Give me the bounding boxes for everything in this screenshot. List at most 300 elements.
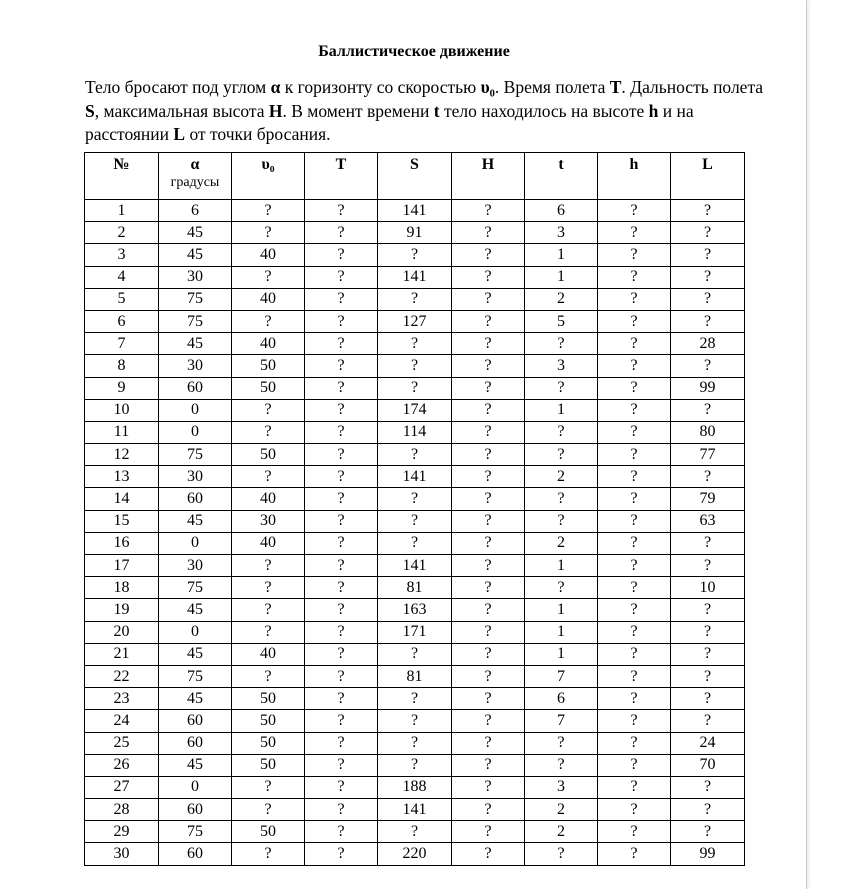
cell-h: ? [598,488,671,510]
intro-text: . В момент времени [282,100,434,121]
header-H: H [452,153,525,200]
cell-h: ? [598,200,671,222]
cell-v0: 50 [232,821,305,843]
cell-alpha: 60 [159,710,232,732]
cell-number: 21 [85,643,159,665]
cell-h: ? [598,444,671,466]
cell-L: ? [671,776,745,798]
table-row [85,421,745,443]
cell-T: ? [305,355,378,377]
cell-H: ? [452,222,525,244]
cell-H: ? [452,843,525,865]
cell-h: ? [598,266,671,288]
cell-v0: 40 [232,288,305,310]
cell-t: 2 [525,466,598,488]
cell-S: ? [378,244,452,266]
header-S: S [378,153,452,200]
cell-L: ? [671,532,745,554]
cell-v0: ? [232,222,305,244]
cell-alpha: 0 [159,532,232,554]
cell-L: ? [671,710,745,732]
cell-H: ? [452,555,525,577]
cell-v0: 40 [232,532,305,554]
intro-text: тело находилось на высоте [439,100,649,121]
cell-H: ? [452,288,525,310]
cell-S: 141 [378,266,452,288]
cell-number: 12 [85,444,159,466]
cell-h: ? [598,577,671,599]
cell-h: ? [598,532,671,554]
cell-alpha: 75 [159,310,232,332]
cell-T: ? [305,310,378,332]
cell-number: 28 [85,799,159,821]
cell-h: ? [598,621,671,643]
cell-L: ? [671,643,745,665]
cell-L: 28 [671,333,745,355]
cell-alpha: 45 [159,333,232,355]
cell-S: ? [378,288,452,310]
cell-alpha: 45 [159,643,232,665]
cell-T: ? [305,399,378,421]
cell-S: ? [378,510,452,532]
cell-H: ? [452,377,525,399]
cell-t: ? [525,843,598,865]
cell-h: ? [598,732,671,754]
cell-T: ? [305,288,378,310]
cell-H: ? [452,266,525,288]
cell-H: ? [452,599,525,621]
cell-alpha: 45 [159,244,232,266]
intro-text: от точки бросания. [185,124,331,144]
table-row [85,333,745,355]
T-symbol: T [609,77,622,97]
cell-alpha: 75 [159,821,232,843]
cell-S: 141 [378,466,452,488]
cell-t: 1 [525,555,598,577]
cell-L: 99 [671,377,745,399]
cell-T: ? [305,244,378,266]
cell-v0: ? [232,200,305,222]
cell-S: ? [378,444,452,466]
cell-S: 171 [378,621,452,643]
cell-number: 15 [85,510,159,532]
cell-number: 20 [85,621,159,643]
table-row [85,821,745,843]
cell-L: 10 [671,577,745,599]
cell-alpha: 30 [159,355,232,377]
cell-number: 29 [85,821,159,843]
cell-v0: 50 [232,732,305,754]
cell-S: 81 [378,577,452,599]
cell-v0: 40 [232,643,305,665]
cell-h: ? [598,288,671,310]
cell-H: ? [452,710,525,732]
cell-L: ? [671,288,745,310]
cell-number: 7 [85,333,159,355]
cell-t: 1 [525,599,598,621]
cell-alpha: 45 [159,599,232,621]
cell-alpha: 75 [159,288,232,310]
cell-t: ? [525,377,598,399]
table-row [85,288,745,310]
table-row [85,377,745,399]
t-symbol: t [433,100,440,121]
h-symbol: h [648,100,659,121]
cell-L: 79 [671,488,745,510]
cell-number: 17 [85,555,159,577]
cell-t: 6 [525,200,598,222]
cell-T: ? [305,821,378,843]
cell-v0: ? [232,399,305,421]
cell-H: ? [452,399,525,421]
cell-T: ? [305,776,378,798]
cell-L: 80 [671,421,745,443]
table-row [85,843,745,865]
cell-L: ? [671,555,745,577]
cell-T: ? [305,532,378,554]
L-symbol: L [173,124,186,144]
cell-v0: ? [232,843,305,865]
header-v0: υ₀ [232,153,305,200]
cell-L: ? [671,621,745,643]
cell-h: ? [598,466,671,488]
cell-number: 18 [85,577,159,599]
cell-number: 14 [85,488,159,510]
cell-t: 1 [525,643,598,665]
cell-t: 1 [525,266,598,288]
cell-v0: 30 [232,510,305,532]
cell-v0: ? [232,310,305,332]
table-row [85,776,745,798]
table-row [85,665,745,687]
cell-T: ? [305,688,378,710]
cell-L: ? [671,266,745,288]
cell-T: ? [305,555,378,577]
cell-v0: 50 [232,754,305,776]
cell-v0: 40 [232,244,305,266]
cell-T: ? [305,466,378,488]
cell-H: ? [452,333,525,355]
cell-H: ? [452,421,525,443]
cell-T: ? [305,200,378,222]
table-row [85,555,745,577]
ballistics-table [84,152,745,866]
cell-H: ? [452,488,525,510]
cell-alpha: 30 [159,466,232,488]
cell-S: 174 [378,399,452,421]
cell-h: ? [598,310,671,332]
cell-number: 22 [85,665,159,687]
cell-H: ? [452,688,525,710]
table-row [85,444,745,466]
header-t: t [525,153,598,200]
cell-S: 141 [378,799,452,821]
cell-alpha: 45 [159,510,232,532]
cell-number: 6 [85,310,159,332]
intro-text: . Дальность полета [621,77,764,97]
cell-t: ? [525,333,598,355]
cell-L: ? [671,466,745,488]
cell-number: 8 [85,355,159,377]
header-T: T [305,153,378,200]
cell-alpha: 30 [159,266,232,288]
cell-S: ? [378,488,452,510]
cell-T: ? [305,488,378,510]
cell-alpha: 60 [159,488,232,510]
cell-L: ? [671,244,745,266]
cell-T: ? [305,710,378,732]
cell-t: ? [525,510,598,532]
cell-v0: ? [232,466,305,488]
cell-H: ? [452,444,525,466]
cell-T: ? [305,799,378,821]
table-row [85,488,745,510]
cell-t: 6 [525,688,598,710]
cell-h: ? [598,688,671,710]
cell-S: ? [378,333,452,355]
cell-H: ? [452,799,525,821]
table-row [85,355,745,377]
cell-S: 141 [378,200,452,222]
cell-h: ? [598,355,671,377]
cell-L: 99 [671,843,745,865]
cell-S: 141 [378,555,452,577]
cell-H: ? [452,466,525,488]
cell-h: ? [598,599,671,621]
cell-S: 114 [378,421,452,443]
table-row [85,510,745,532]
cell-v0: ? [232,776,305,798]
cell-number: 2 [85,222,159,244]
cell-h: ? [598,244,671,266]
cell-L: ? [671,688,745,710]
cell-number: 25 [85,732,159,754]
cell-T: ? [305,421,378,443]
cell-number: 13 [85,466,159,488]
cell-H: ? [452,643,525,665]
cell-number: 9 [85,377,159,399]
cell-v0: ? [232,665,305,687]
cell-t: 3 [525,776,598,798]
cell-T: ? [305,843,378,865]
cell-number: 4 [85,266,159,288]
cell-h: ? [598,843,671,865]
cell-alpha: 0 [159,399,232,421]
table-row [85,310,745,332]
cell-S: ? [378,643,452,665]
cell-number: 23 [85,688,159,710]
cell-alpha: 75 [159,577,232,599]
cell-number: 10 [85,399,159,421]
table-row [85,244,745,266]
cell-L: 77 [671,444,745,466]
cell-T: ? [305,377,378,399]
cell-t: 2 [525,821,598,843]
table-row [85,200,745,222]
cell-S: ? [378,688,452,710]
cell-number: 3 [85,244,159,266]
table-row [85,222,745,244]
cell-number: 30 [85,843,159,865]
cell-S: 91 [378,222,452,244]
S-symbol: S [85,100,95,121]
cell-h: ? [598,710,671,732]
cell-v0: 40 [232,333,305,355]
cell-t: ? [525,754,598,776]
cell-h: ? [598,776,671,798]
cell-v0: 50 [232,377,305,399]
cell-L: ? [671,310,745,332]
cell-v0: 50 [232,710,305,732]
cell-S: 81 [378,665,452,687]
cell-L: ? [671,222,745,244]
cell-T: ? [305,754,378,776]
cell-number: 16 [85,532,159,554]
cell-v0: 50 [232,444,305,466]
cell-L: 63 [671,510,745,532]
cell-t: 7 [525,710,598,732]
cell-alpha: 60 [159,799,232,821]
cell-t: ? [525,732,598,754]
problem-statement [85,76,765,147]
cell-h: ? [598,421,671,443]
cell-alpha: 0 [159,421,232,443]
table-row [85,266,745,288]
table-row [85,621,745,643]
cell-h: ? [598,799,671,821]
cell-number: 26 [85,754,159,776]
cell-H: ? [452,754,525,776]
table-row [85,754,745,776]
cell-H: ? [452,244,525,266]
cell-t: 1 [525,399,598,421]
cell-v0: ? [232,421,305,443]
cell-L: ? [671,665,745,687]
cell-t: ? [525,488,598,510]
intro-text: и на расстоянии [85,100,694,144]
cell-T: ? [305,577,378,599]
header-alpha [159,153,232,200]
cell-alpha: 30 [159,555,232,577]
header-number: № [85,153,159,200]
cell-h: ? [598,510,671,532]
cell-alpha: 0 [159,621,232,643]
cell-H: ? [452,532,525,554]
cell-h: ? [598,821,671,843]
cell-L: ? [671,355,745,377]
cell-H: ? [452,665,525,687]
cell-H: ? [452,355,525,377]
cell-T: ? [305,643,378,665]
cell-H: ? [452,577,525,599]
cell-v0: ? [232,555,305,577]
cell-number: 11 [85,421,159,443]
cell-number: 5 [85,288,159,310]
cell-h: ? [598,333,671,355]
cell-S: ? [378,754,452,776]
cell-S: ? [378,355,452,377]
cell-h: ? [598,754,671,776]
cell-t: 2 [525,288,598,310]
cell-alpha: 60 [159,732,232,754]
cell-S: ? [378,732,452,754]
cell-v0: ? [232,799,305,821]
cell-t: 1 [525,244,598,266]
cell-h: ? [598,643,671,665]
cell-h: ? [598,555,671,577]
cell-h: ? [598,665,671,687]
table-row [85,399,745,421]
cell-L: ? [671,799,745,821]
H-symbol: H [268,100,283,121]
cell-v0: 50 [232,688,305,710]
cell-alpha: 45 [159,222,232,244]
cell-H: ? [452,200,525,222]
cell-S: ? [378,710,452,732]
table-header-row [85,153,745,200]
cell-t: 5 [525,310,598,332]
table-row [85,532,745,554]
cell-t: ? [525,577,598,599]
cell-H: ? [452,776,525,798]
cell-L: 24 [671,732,745,754]
cell-S: ? [378,821,452,843]
cell-t: 3 [525,222,598,244]
cell-t: 1 [525,621,598,643]
cell-T: ? [305,599,378,621]
cell-alpha: 75 [159,444,232,466]
table-row [85,599,745,621]
cell-alpha: 60 [159,843,232,865]
cell-h: ? [598,377,671,399]
cell-T: ? [305,333,378,355]
header-alpha-unit: градусы [170,175,220,190]
cell-alpha: 6 [159,200,232,222]
cell-S: 163 [378,599,452,621]
cell-T: ? [305,732,378,754]
table-row [85,799,745,821]
cell-H: ? [452,310,525,332]
cell-T: ? [305,266,378,288]
cell-v0: 40 [232,488,305,510]
cell-H: ? [452,821,525,843]
intro-text: , максимальная высота [94,100,269,121]
v0-symbol: υ₀ [480,77,495,97]
cell-h: ? [598,222,671,244]
cell-L: ? [671,399,745,421]
cell-L: ? [671,200,745,222]
cell-v0: ? [232,621,305,643]
cell-t: 2 [525,799,598,821]
cell-S: 220 [378,843,452,865]
cell-alpha: 75 [159,665,232,687]
cell-H: ? [452,621,525,643]
cell-h: ? [598,399,671,421]
cell-L: ? [671,821,745,843]
cell-alpha: 0 [159,776,232,798]
table-row [85,643,745,665]
table-row [85,732,745,754]
intro-text: к горизонту со скоростью [280,77,481,97]
cell-T: ? [305,222,378,244]
alpha-symbol: α [270,77,281,97]
table-row [85,577,745,599]
cell-alpha: 45 [159,754,232,776]
header-alpha-label: α [190,156,200,173]
cell-L: ? [671,599,745,621]
cell-L: 70 [671,754,745,776]
cell-t: 2 [525,532,598,554]
